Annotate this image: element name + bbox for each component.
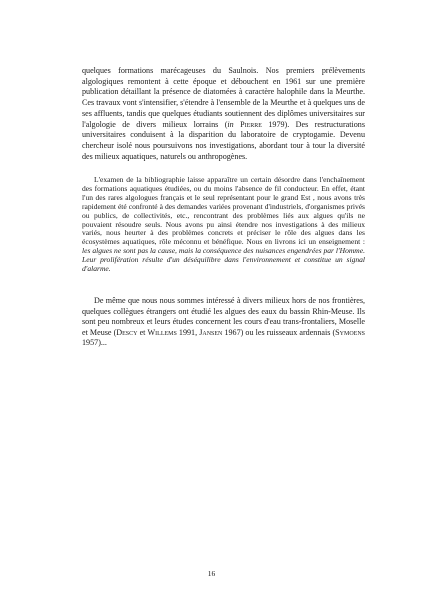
- citation-in: in: [227, 119, 234, 129]
- page-number: 16: [207, 569, 216, 578]
- paragraph-bibliography-text: L'examen de la bibliographie laisse apparaître un certain désordre dans l'enchaînement des formations aquatiques étudiées, ou du moins l'absence de fil conducteur. En effet, étant l'un des rares algologues français et le seul représentant pour le grand Est , nous avons très rapidement été confronté à des demandes variées provenant d'industriels, d'organismes privés ou publics, de collectivités, etc., rencontrant des problèmes liés aux algues qu'ils ne pouvaient résoudre seuls. Nous avons pu ainsi étendre nos investigations à des milieux variés, nous heurter à des problèmes concrets et préciser le rôle des algues dans les écosystèmes aquatiques, rôle méconnu et bénéfique. Nous en livrons ici un enseignement :: [82, 175, 365, 247]
- paragraph-foreign-text-2: et: [137, 327, 148, 337]
- citation-author-descy: Descy: [116, 327, 138, 337]
- paragraph-history-text-1: quelques formations marécageuses du Saulnois. Nos premiers prélèvements algologiques remontent à cette époque et débouchent en 1961 sur une première publication détaillant la présence de diatomées à caractère halophile dans la Meurthe. Ces travaux vont s'intensifier, s'étendre à l'ensemble de la Meurthe et à quelques uns de ses affluents, tandis que quelques étudiants soutiennent des diplômes universitaires sur l'algologie de divers milieux lorrains (: [82, 66, 365, 129]
- paragraph-foreign-text-4: 1967) ou les ruisseaux ardennais (: [222, 327, 336, 337]
- citation-author-willems: Willems: [147, 327, 177, 337]
- paragraph-bibliography: [82, 176, 365, 274]
- citation-author-jansen: Jansen: [199, 327, 223, 337]
- paragraph-bibliography-lesson: les algues ne sont pas la cause, mais la conséquence des nuisances engendrées par l'Homme. Leur prolifération résulte d'un déséquilibre dans l'environnement et constitue un signal d'alarme.: [82, 246, 365, 274]
- paragraph-foreign-text-5: 1957)...: [82, 338, 107, 348]
- citation-author-symoens: Symoens: [335, 327, 365, 337]
- paragraph-history-text-2: 1979). Des restructurations universitaires conduisent à la disparition du laboratoire de cryptogamie. Devenu chercheur isolé nous poursuivons nos investigations, abordant tour à tour la diversité des milieux aquatiques, naturels ou anthropogènes.: [82, 119, 365, 161]
- citation-author-pierre: Pierre: [240, 119, 262, 129]
- paragraph-foreign-studies: [82, 296, 365, 349]
- paragraph-foreign-text-3: 1991,: [176, 327, 200, 337]
- paragraph-foreign-text-1: De même que nous nous sommes intéressé à divers milieux hors de nos frontières, quelques collègues étrangers ont étudié les algues des eaux du bassin Rhin-Meuse. Ils sont peu nombreux et leurs études concernent les cours d'eau trans-frontaliers, Moselle et Meuse (: [82, 296, 365, 337]
- paragraph-history: [82, 66, 365, 162]
